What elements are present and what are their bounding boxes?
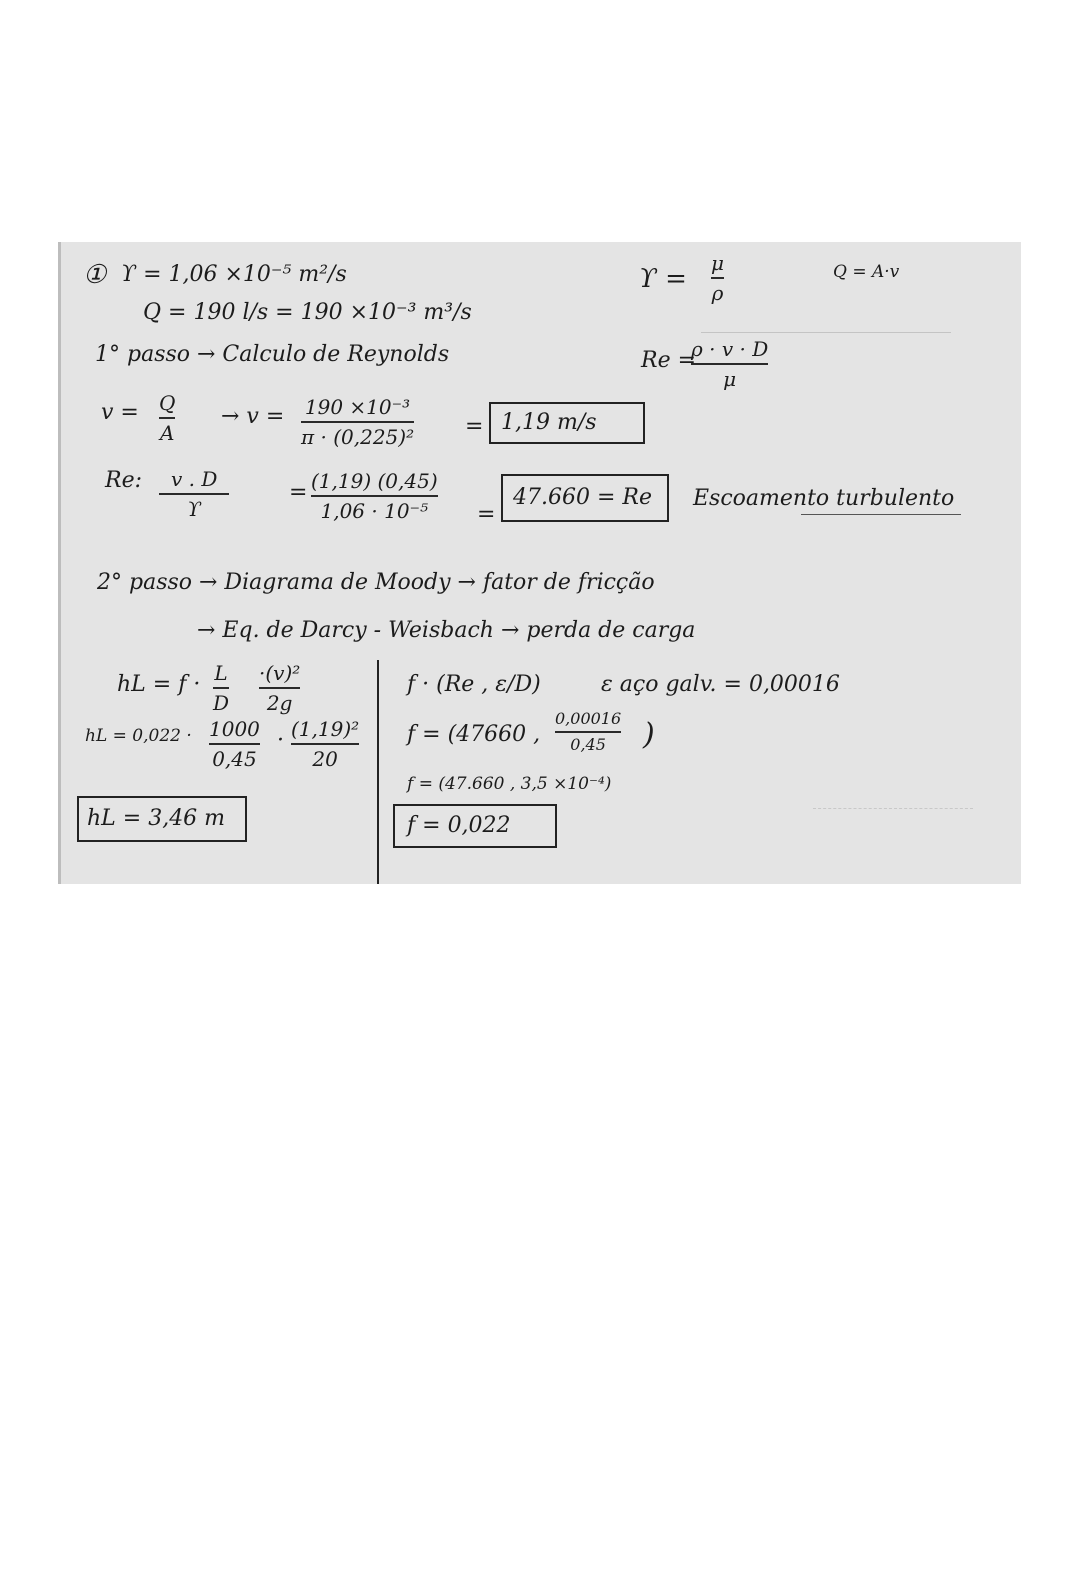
handwritten-note-sheet bbox=[58, 242, 1021, 884]
reynolds-result: 47.660 = Re bbox=[513, 485, 652, 510]
friction-result: f = 0,022 bbox=[407, 813, 511, 838]
velocity-result: 1,19 m/s bbox=[501, 410, 597, 435]
velocity-value-squared: (1,19)² bbox=[291, 717, 360, 741]
reynolds-def-numerator: ρ · v · D bbox=[691, 337, 769, 361]
reynolds-def-left: Re = bbox=[641, 348, 697, 373]
equals-sign: = bbox=[465, 414, 484, 439]
length-diameter-fraction bbox=[213, 662, 229, 714]
velocity-squared: ·(v)² bbox=[259, 661, 301, 685]
diameter-value: 0,45 bbox=[212, 747, 257, 771]
velocity-arrow: → v = bbox=[221, 404, 285, 429]
reynolds-calc-denominator: 1,06 · 10⁻⁵ bbox=[320, 499, 429, 523]
multiply-dot: · bbox=[277, 728, 284, 753]
velocity-calc-denominator: π · (0,225)² bbox=[301, 425, 415, 449]
nu-def-fraction bbox=[711, 252, 724, 304]
friction-function: f · (Re , ε/D) bbox=[407, 672, 541, 697]
fraction-bar bbox=[259, 687, 300, 689]
head-loss-result-box bbox=[77, 796, 247, 842]
step1-title: 1° passo → Calculo de Reynolds bbox=[95, 342, 450, 367]
reynolds-fraction bbox=[159, 468, 229, 520]
roughness-galvanized-steel: ε aço galv. = 0,00016 bbox=[601, 672, 840, 697]
length-value: 1000 bbox=[209, 717, 260, 741]
nu-def-denominator: ρ bbox=[711, 281, 724, 305]
velocity-calc-numerator: 190 ×10⁻³ bbox=[304, 395, 411, 419]
head-loss-result: hL = 3,46 m bbox=[87, 806, 226, 831]
velocity-numerator: Q bbox=[159, 391, 176, 415]
step2-title: 2° passo → Diagrama de Moody → fator de fricção bbox=[97, 570, 655, 595]
fraction-bar bbox=[711, 277, 724, 279]
fraction-bar bbox=[159, 417, 175, 419]
equals-sign-3: = bbox=[477, 502, 496, 527]
velocity-head-calc-fraction bbox=[291, 718, 359, 770]
friction-line2-left: f = (47660 , bbox=[407, 722, 541, 747]
length-calc-fraction bbox=[209, 718, 260, 770]
length: L bbox=[214, 661, 228, 685]
item-number: ① bbox=[83, 260, 107, 290]
reynolds-calc-fraction bbox=[311, 470, 438, 522]
fraction-bar bbox=[159, 493, 229, 495]
reynolds-def-denominator: μ bbox=[723, 367, 737, 391]
fraction-bar bbox=[691, 363, 768, 365]
two-g-value: 20 bbox=[312, 747, 338, 771]
diameter-value-2: 0,45 bbox=[570, 734, 606, 754]
fraction-bar bbox=[555, 731, 621, 733]
nu-def-numerator: μ bbox=[711, 251, 724, 275]
step2-subtitle: → Eq. de Darcy - Weisbach → perda de carga bbox=[197, 618, 696, 643]
diameter: D bbox=[213, 691, 230, 715]
flow-regime-underline bbox=[801, 514, 961, 515]
velocity-fraction bbox=[159, 392, 175, 444]
velocity-result-box bbox=[489, 402, 645, 444]
reynolds-denominator: ϒ bbox=[187, 497, 202, 521]
reynolds-left: Re: bbox=[105, 468, 142, 493]
closing-parenthesis: ) bbox=[643, 717, 655, 752]
reynolds-result-box bbox=[501, 474, 669, 522]
kinematic-viscosity-line: ϒ = 1,06 ×10⁻⁵ m²/s bbox=[121, 262, 347, 287]
velocity-denominator: A bbox=[159, 421, 175, 445]
roughness-value: 0,00016 bbox=[555, 709, 622, 728]
two-g: 2g bbox=[266, 691, 293, 715]
relative-roughness-fraction bbox=[555, 710, 621, 753]
fraction-bar bbox=[311, 495, 438, 497]
friction-result-box bbox=[393, 804, 557, 848]
equals-sign-2: = bbox=[289, 480, 308, 505]
column-divider bbox=[377, 660, 379, 884]
faint-rule bbox=[701, 332, 951, 333]
flow-rate-line: Q = 190 l/s = 190 ×10⁻³ m³/s bbox=[143, 300, 472, 325]
fraction-bar bbox=[301, 421, 414, 423]
velocity-left: v = bbox=[101, 400, 139, 425]
reynolds-calc-numerator: (1,19) (0,45) bbox=[311, 469, 438, 493]
fraction-bar bbox=[209, 743, 260, 745]
head-loss-formula-left: hL = f · bbox=[117, 672, 201, 697]
head-loss-calc-left: hL = 0,022 · bbox=[85, 726, 192, 746]
q-def: Q = A·v bbox=[833, 262, 900, 282]
faint-rule-2 bbox=[813, 808, 973, 809]
reynolds-def-fraction bbox=[691, 338, 768, 390]
nu-def-left: ϒ = bbox=[639, 264, 687, 294]
fraction-bar bbox=[291, 743, 359, 745]
flow-regime: Escoamento turbulento bbox=[693, 486, 955, 511]
fraction-bar bbox=[213, 687, 229, 689]
velocity-head-fraction bbox=[259, 662, 300, 714]
reynolds-numerator: v . D bbox=[171, 467, 218, 491]
velocity-calc-fraction bbox=[301, 396, 414, 448]
friction-line3: f = (47.660 , 3,5 ×10⁻⁴) bbox=[407, 774, 612, 794]
